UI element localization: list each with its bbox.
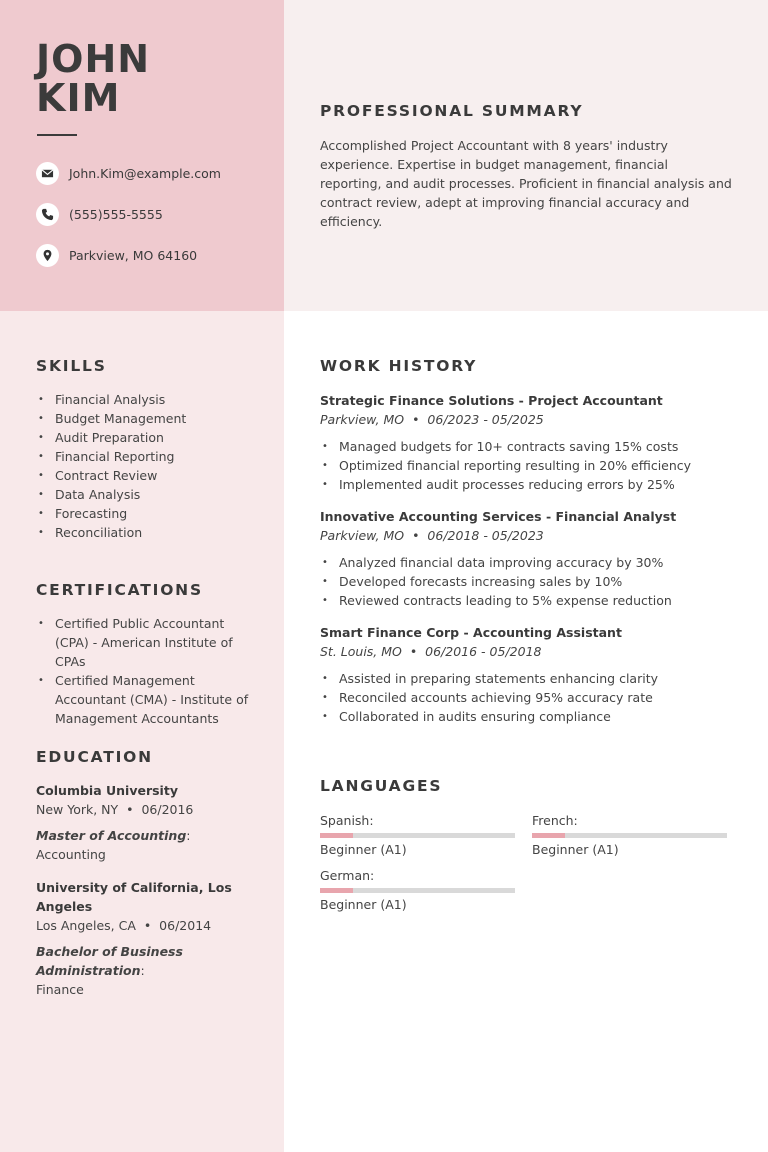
job-bullets: [320, 669, 740, 726]
job-bullets: [320, 437, 740, 494]
list-item: • Contract Review: [36, 466, 266, 485]
list-item: • Optimized financial reporting resulting in 20% efficiency: [320, 456, 740, 475]
languages-heading: LANGUAGES: [320, 777, 443, 795]
skills-list: [36, 390, 266, 542]
language-item: [320, 813, 515, 858]
list-item: • Analyzed financial data improving accuracy by 30%: [320, 553, 740, 572]
education-list: [36, 781, 236, 999]
proficiency-fill: [532, 833, 565, 838]
proficiency-bar: [320, 888, 515, 893]
list-item: • Reconciled accounts achieving 95% accuracy rate: [320, 688, 740, 707]
first-name: JOHN: [36, 37, 151, 81]
school-meta: New York, NY • 06/2016: [36, 802, 194, 817]
language-item: [320, 868, 515, 913]
phone-icon: [36, 203, 59, 226]
list-item: • Assisted in preparing statements enhancing clarity: [320, 669, 740, 688]
job-bullets: [320, 553, 740, 610]
list-item: • Implemented audit processes reducing errors by 25%: [320, 475, 740, 494]
name-divider: [37, 134, 77, 136]
job-heading: Smart Finance Corp - Accounting Assistant: [320, 625, 622, 640]
list-item: • Collaborated in audits ensuring compliance: [320, 707, 740, 726]
email-text: John.Kim@example.com: [69, 166, 221, 181]
skills-heading: SKILLS: [36, 357, 107, 375]
education-entry: [36, 878, 236, 999]
proficiency-fill: [320, 833, 353, 838]
school-meta: Los Angeles, CA • 06/2014: [36, 918, 212, 933]
certifications-heading: CERTIFICATIONS: [36, 581, 203, 599]
list-item: • Budget Management: [36, 409, 266, 428]
proficiency-bar: [532, 833, 727, 838]
degree: Master of Accounting: Accounting: [36, 828, 191, 862]
list-item: • Reviewed contracts leading to 5% expense reduction: [320, 591, 740, 610]
list-item: • Certified Public Accountant (CPA) - American Institute of CPAs: [36, 614, 251, 671]
contact-email: [36, 162, 221, 185]
list-item: • Forecasting: [36, 504, 266, 523]
job-entry: [320, 623, 740, 726]
job-heading: Strategic Finance Solutions - Project Accountant: [320, 393, 663, 408]
job-entry: [320, 507, 740, 610]
list-item: • Developed forecasts increasing sales by 10%: [320, 572, 740, 591]
proficiency-fill: [320, 888, 353, 893]
work-history-heading: WORK HISTORY: [320, 357, 478, 375]
school-name: University of California, Los Angeles: [36, 880, 232, 914]
language-name: Spanish:: [320, 813, 374, 828]
language-item: [532, 813, 727, 858]
contact-phone: [36, 203, 163, 226]
summary-text: Accomplished Project Accountant with 8 years' industry experience. Expertise in budget management, financial reporting, and audit processes. Proficient in financial analysis and contract review, adept at improving financial accuracy and efficiency.: [320, 138, 732, 229]
job-heading: Innovative Accounting Services - Financial Analyst: [320, 509, 677, 524]
job-meta: St. Louis, MO • 06/2016 - 05/2018: [320, 644, 542, 659]
language-level: Beginner (A1): [320, 897, 407, 912]
degree: Bachelor of Business Administration: Finance: [36, 944, 183, 997]
list-item: • Financial Analysis: [36, 390, 266, 409]
envelope-icon: [36, 162, 59, 185]
job-meta: Parkview, MO • 06/2023 - 05/2025: [320, 412, 544, 427]
phone-text: (555)555-5555: [69, 207, 163, 222]
candidate-name: [36, 37, 151, 120]
list-item: • Reconciliation: [36, 523, 266, 542]
work-history-list: [320, 391, 740, 726]
list-item: • Certified Management Accountant (CMA) - Institute of Management Accountants: [36, 671, 251, 728]
contact-location: [36, 244, 197, 267]
school-name: Columbia University: [36, 783, 178, 798]
last-name: KIM: [36, 76, 121, 120]
education-heading: EDUCATION: [36, 748, 153, 766]
language-name: German:: [320, 868, 375, 883]
summary-heading: PROFESSIONAL SUMMARY: [320, 102, 584, 120]
language-name: French:: [532, 813, 578, 828]
location-text: Parkview, MO 64160: [69, 248, 198, 263]
list-item: • Financial Reporting: [36, 447, 266, 466]
job-entry: [320, 391, 740, 494]
location-pin-icon: [36, 244, 59, 267]
proficiency-bar: [320, 833, 515, 838]
language-level: Beginner (A1): [320, 842, 407, 857]
education-entry: [36, 781, 236, 864]
language-level: Beginner (A1): [532, 842, 619, 857]
list-item: • Data Analysis: [36, 485, 266, 504]
certifications-list: [36, 614, 251, 728]
list-item: • Managed budgets for 10+ contracts saving 15% costs: [320, 437, 740, 456]
job-meta: Parkview, MO • 06/2018 - 05/2023: [320, 528, 544, 543]
list-item: • Audit Preparation: [36, 428, 266, 447]
